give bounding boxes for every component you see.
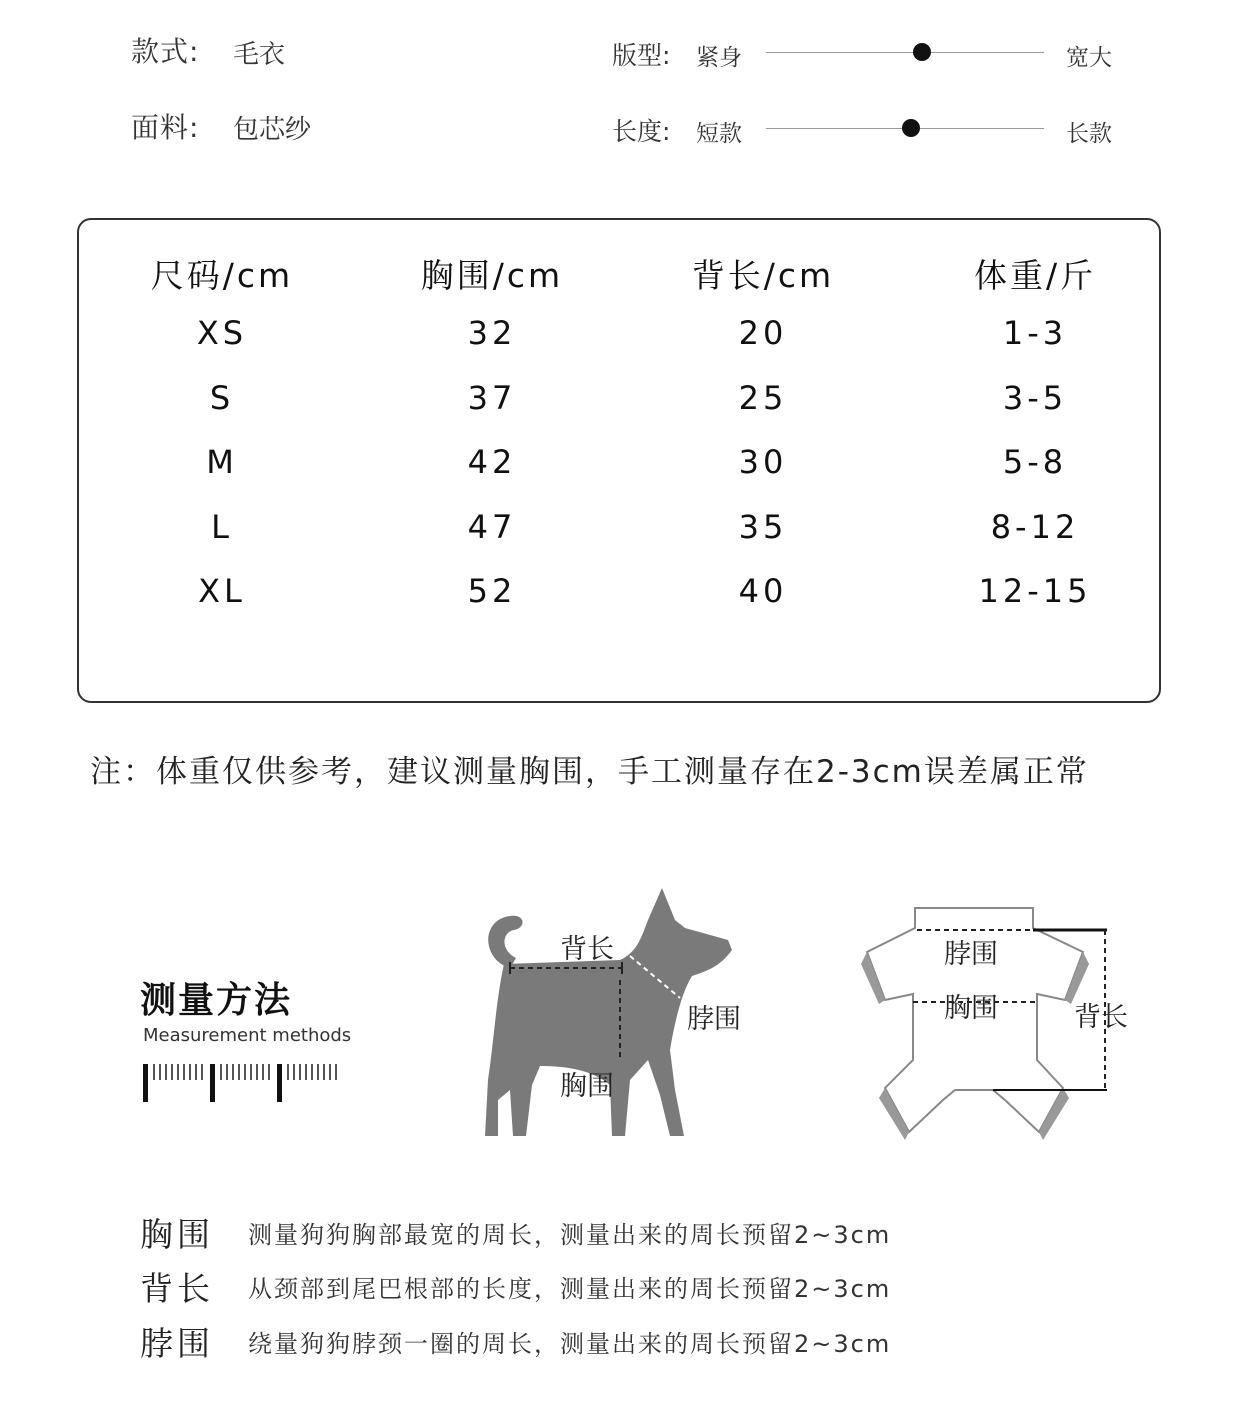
dog-neck-label: 脖围 <box>687 1004 741 1035</box>
table-cell: 47 <box>467 508 517 546</box>
length-slider-knob <box>902 119 920 137</box>
fit-slider-track <box>766 52 1044 53</box>
table-header-cell: 胸围/cm <box>420 256 564 295</box>
table-cell: 1-3 <box>1002 314 1068 352</box>
table-cell: M <box>206 443 238 481</box>
table-cell: XS <box>196 314 248 352</box>
table-cell: 37 <box>467 379 517 417</box>
table-header-cell: 背长/cm <box>691 256 835 295</box>
table-cell: 25 <box>738 379 788 417</box>
garment-neck-label: 脖围 <box>944 939 998 970</box>
fit-label: 版型: <box>612 41 671 70</box>
table-cell: L <box>211 508 233 546</box>
table-header-cell: 尺码/cm <box>150 256 294 295</box>
fit-slider <box>766 52 1044 53</box>
table-cell: 5-8 <box>1002 443 1068 481</box>
table-cell: 35 <box>738 508 788 546</box>
table-cell: 42 <box>467 443 517 481</box>
fit-slider-knob <box>913 43 931 61</box>
table-cell: 12-15 <box>978 572 1092 610</box>
table-header-cell: 体重/斤 <box>973 256 1097 295</box>
definition-term: 背长 <box>140 1269 214 1308</box>
table-cell: 40 <box>738 572 788 610</box>
fabric-label: 面料: <box>131 111 200 144</box>
table-cell: S <box>209 379 235 417</box>
definition-term: 胸围 <box>140 1215 214 1254</box>
length-max-label: 长款 <box>1066 121 1112 147</box>
style-value: 毛衣 <box>233 40 286 70</box>
definition-text: 绕量狗狗脖颈一圈的周长，测量出来的周长预留2~3cm <box>248 1330 892 1358</box>
fabric-value: 包芯纱 <box>233 115 312 145</box>
definition-term: 脖围 <box>140 1324 214 1363</box>
ruler-icon <box>140 1060 350 1102</box>
fit-min-label: 紧身 <box>696 45 742 71</box>
garment-chest-label: 胸围 <box>944 993 998 1024</box>
measurement-subtitle: Measurement methods <box>143 1025 352 1046</box>
garment-back-label: 背长 <box>1074 1002 1128 1033</box>
table-cell: 52 <box>467 572 517 610</box>
dog-back-label: 背长 <box>560 934 614 965</box>
dog-chest-label: 胸围 <box>560 1071 614 1102</box>
length-label: 长度: <box>612 117 671 146</box>
table-cell: XL <box>198 572 246 610</box>
length-slider <box>766 128 1044 129</box>
table-cell: 20 <box>738 314 788 352</box>
table-cell: 8-12 <box>990 508 1080 546</box>
definition-text: 测量狗狗胸部最宽的周长，测量出来的周长预留2~3cm <box>248 1221 892 1249</box>
table-cell: 32 <box>467 314 517 352</box>
length-min-label: 短款 <box>696 121 742 147</box>
table-cell: 3-5 <box>1002 379 1068 417</box>
note-text: 注：体重仅供参考，建议测量胸围，手工测量存在2-3cm误差属正常 <box>90 754 1089 790</box>
fit-max-label: 宽大 <box>1066 45 1112 71</box>
definition-text: 从颈部到尾巴根部的长度，测量出来的周长预留2~3cm <box>248 1275 892 1303</box>
measurement-title: 测量方法 <box>140 980 293 1021</box>
style-label: 款式: <box>131 35 200 68</box>
table-cell: 30 <box>738 443 788 481</box>
